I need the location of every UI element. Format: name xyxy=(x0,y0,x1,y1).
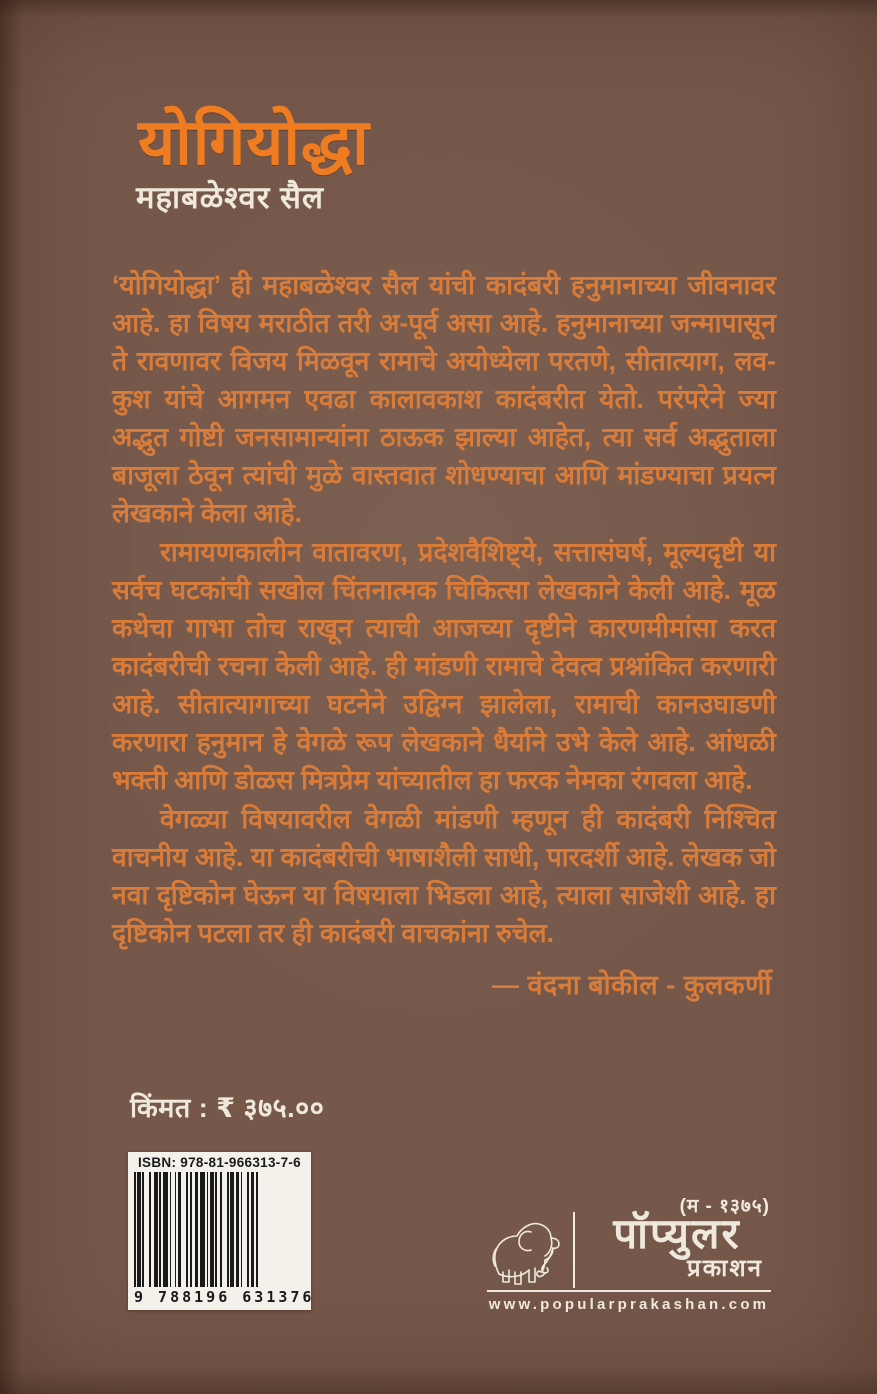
logo-horizontal-divider xyxy=(487,1290,771,1292)
blurb-text xyxy=(112,266,776,953)
publisher-code: (म - १३७५) xyxy=(679,1196,770,1217)
blurb-paragraph-3: वेगळ्या विषयावरील वेगळी मांडणी म्हणून ही कादंबरी निश्चित वाचनीय आहे. या कादंबरीची भाषाशैली साधी, पारदर्शी आहे. लेखक जो नवा दृष्टिकोन घेऊन या विषयाला भिडला आहे, त्याला साजेशी आहे. हा दृष्टिकोन पटला तर ही कादंबरी वाचकांना रुचेल. xyxy=(112,804,776,948)
barcode-digits: 9 788196 631376 xyxy=(134,1288,315,1306)
publisher-name xyxy=(583,1212,771,1282)
logo-vertical-divider xyxy=(573,1212,575,1288)
price-label: किंमत : ₹ ३७५.०० xyxy=(130,1093,325,1123)
publisher-website: www.popularprakashan.com xyxy=(488,1296,770,1313)
publisher-logo-block xyxy=(487,1212,771,1290)
blurb-paragraph-1: ‘योगियोद्धा’ ही महाबळेश्वर सैल यांची कादंबरी हनुमानाच्या जीवनावर आहे. हा विषय मराठीत तरी अ-पूर्व असा आहे. हनुमानाच्या जन्मापासून ते रावणावर विजय मिळवून रामाचे अयोध्येला परतणे, सीतात्याग, लव-कुश यांचे आगमन एवढा कालावकाश कादंबरीत येतो. परंपरेने ज्या अद्भुत गोष्टी जनसामान्यांना ठाऊक झाल्या आहेत, त्या सर्व अद्भुताला बाजूला ठेवून त्यांची मुळे वास्तवात शोधण्याचा आणि मांडण्याचा प्रयत्न लेखकाने केला आहे. xyxy=(112,270,776,528)
book-title: योगियोद्धा xyxy=(138,106,370,178)
book-author: महाबळेश्वर सैल xyxy=(136,180,324,215)
blurb-paragraph-2: रामायणकालीन वातावरण, प्रदेशवैशिष्ट्ये, सत्तासंघर्ष, मूल्यदृष्टी या सर्वच घटकांची सखोल चिंतनात्मक चिकित्सा लेखकाने केली आहे. मूळ कथेचा गाभा तोच राखून त्याची आजच्या दृष्टीने कारणमीमांसा करत कादंबरीची रचना केली आहे. ही मांडणी रामाचे देवत्व प्रश्नांकित करणारी आहे. सीतात्यागाच्या घटनेने उद्विग्न झालेला, रामाची कानउघाडणी करणारा हनुमान हे वेगळे रूप लेखकाने धैर्याने उभे केले आहे. आंधळी भक्ती आणि डोळस मित्रप्रेम यांच्यातील हा फरक नेमका रंगवला आहे. xyxy=(112,537,776,795)
publisher-name-line2: प्रकाशन xyxy=(687,1255,763,1282)
publisher-name-line1: पॉप्युलर xyxy=(613,1210,741,1257)
elephant-logo-icon xyxy=(487,1212,567,1290)
blurb-attribution: — वंदना बोकील - कुलकर्णी xyxy=(491,970,772,1000)
isbn-barcode xyxy=(128,1152,315,1310)
isbn-number: ISBN: 978-81-966313-7-6 xyxy=(138,1155,301,1170)
barcode-bars xyxy=(134,1172,305,1287)
